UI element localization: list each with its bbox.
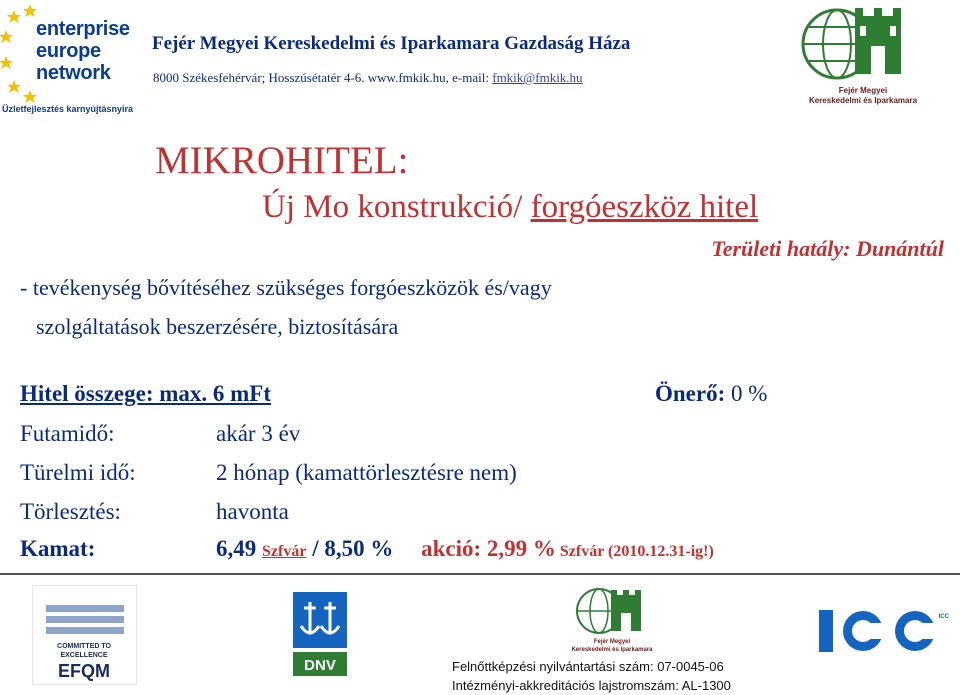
dnv-wordmark: DNV bbox=[304, 657, 336, 674]
onero-label: Önerő: bbox=[655, 381, 726, 406]
registration-number: Felnőttképzési nyilvántartási szám: 07-0045-06 bbox=[452, 659, 724, 674]
een-line2: europe bbox=[36, 40, 101, 62]
page-subtitle bbox=[262, 189, 758, 226]
fmkik-small-caption-1: Fejér Megyei bbox=[593, 639, 631, 645]
amount-label: Hitel összege: max. 6 mFt bbox=[20, 381, 272, 406]
een-line1: enterprise bbox=[36, 18, 130, 40]
rate-city1: Szfvár bbox=[262, 543, 307, 560]
onero-row bbox=[655, 381, 767, 407]
icc-logo bbox=[815, 606, 955, 656]
dnv-logo bbox=[293, 592, 347, 676]
repay-value: havonta bbox=[216, 499, 289, 524]
grace-label: Türelmi idő: bbox=[20, 460, 136, 485]
org-name: Fejér Megyei Kereskedelmi és Iparkamara Gazdaság Háza bbox=[152, 33, 631, 54]
divider bbox=[0, 573, 960, 575]
subtitle-part2: forgóeszköz hitel bbox=[530, 189, 759, 225]
rate-value1: 6,49 bbox=[216, 536, 262, 561]
fmkik-small-caption-2: Kereskedelmi és Iparkamara bbox=[571, 647, 653, 653]
rate-label: Kamat: bbox=[20, 536, 96, 561]
fmkik-caption-1: Fejér Megyei bbox=[838, 86, 888, 95]
rate-value2: / 8,50 % bbox=[306, 536, 394, 561]
promo-city: Szfvár (2010.12.31-ig!) bbox=[555, 543, 714, 560]
efqm-line2: EXCELLENCE bbox=[60, 652, 108, 659]
een-subtitle: Üzletfejlesztés karnyújtásnyira bbox=[2, 104, 134, 114]
subtitle-part1: Új Mo konstrukció/ bbox=[262, 189, 531, 225]
fmkik-caption-2: Kereskedelmi és Iparkamara bbox=[808, 96, 918, 105]
fmkik-caption bbox=[798, 86, 928, 106]
promo-value: akció: 2,99 % bbox=[421, 536, 556, 561]
grace-value: 2 hónap (kamattörlesztésre nem) bbox=[216, 460, 517, 485]
fmkik-logo-small bbox=[569, 585, 655, 655]
page-title: MIKROHITEL: bbox=[155, 139, 409, 182]
onero-value: 0 % bbox=[725, 381, 768, 406]
efqm-line1: COMMITTED TO bbox=[57, 643, 111, 650]
scope-label: Területi hatály: Dunántúl bbox=[711, 236, 944, 261]
term-label: Futamidő: bbox=[20, 421, 115, 446]
purpose-line2: szolgáltatások beszerzésére, biztosítására bbox=[36, 314, 399, 339]
rate-value bbox=[216, 536, 714, 562]
repay-label: Törlesztés: bbox=[20, 499, 121, 524]
castle-icon bbox=[855, 8, 901, 74]
efqm-wordmark: EFQM bbox=[58, 661, 110, 681]
email-link[interactable]: fmkik@fmkik.hu bbox=[492, 70, 583, 85]
address-text: 8000 Székesfehérvár; Hosszúsétatér 4-6. www.fmkik.hu, e-mail: bbox=[153, 70, 493, 85]
een-wordmark bbox=[36, 18, 130, 84]
efqm-logo bbox=[32, 585, 137, 685]
icc-wordmark: ICC bbox=[938, 614, 949, 620]
castle-icon-small bbox=[611, 590, 641, 631]
org-address bbox=[153, 70, 583, 86]
een-line3: network bbox=[36, 62, 111, 84]
purpose-line1: - tevékenység bővítéséhez szükséges forgóeszközök és/vagy bbox=[20, 275, 552, 300]
eu-stars-icon bbox=[0, 4, 37, 103]
accreditation-number: Intézményi-akkreditációs lajstromszám: AL-1300 bbox=[452, 678, 731, 693]
term-value: akár 3 év bbox=[216, 421, 301, 446]
